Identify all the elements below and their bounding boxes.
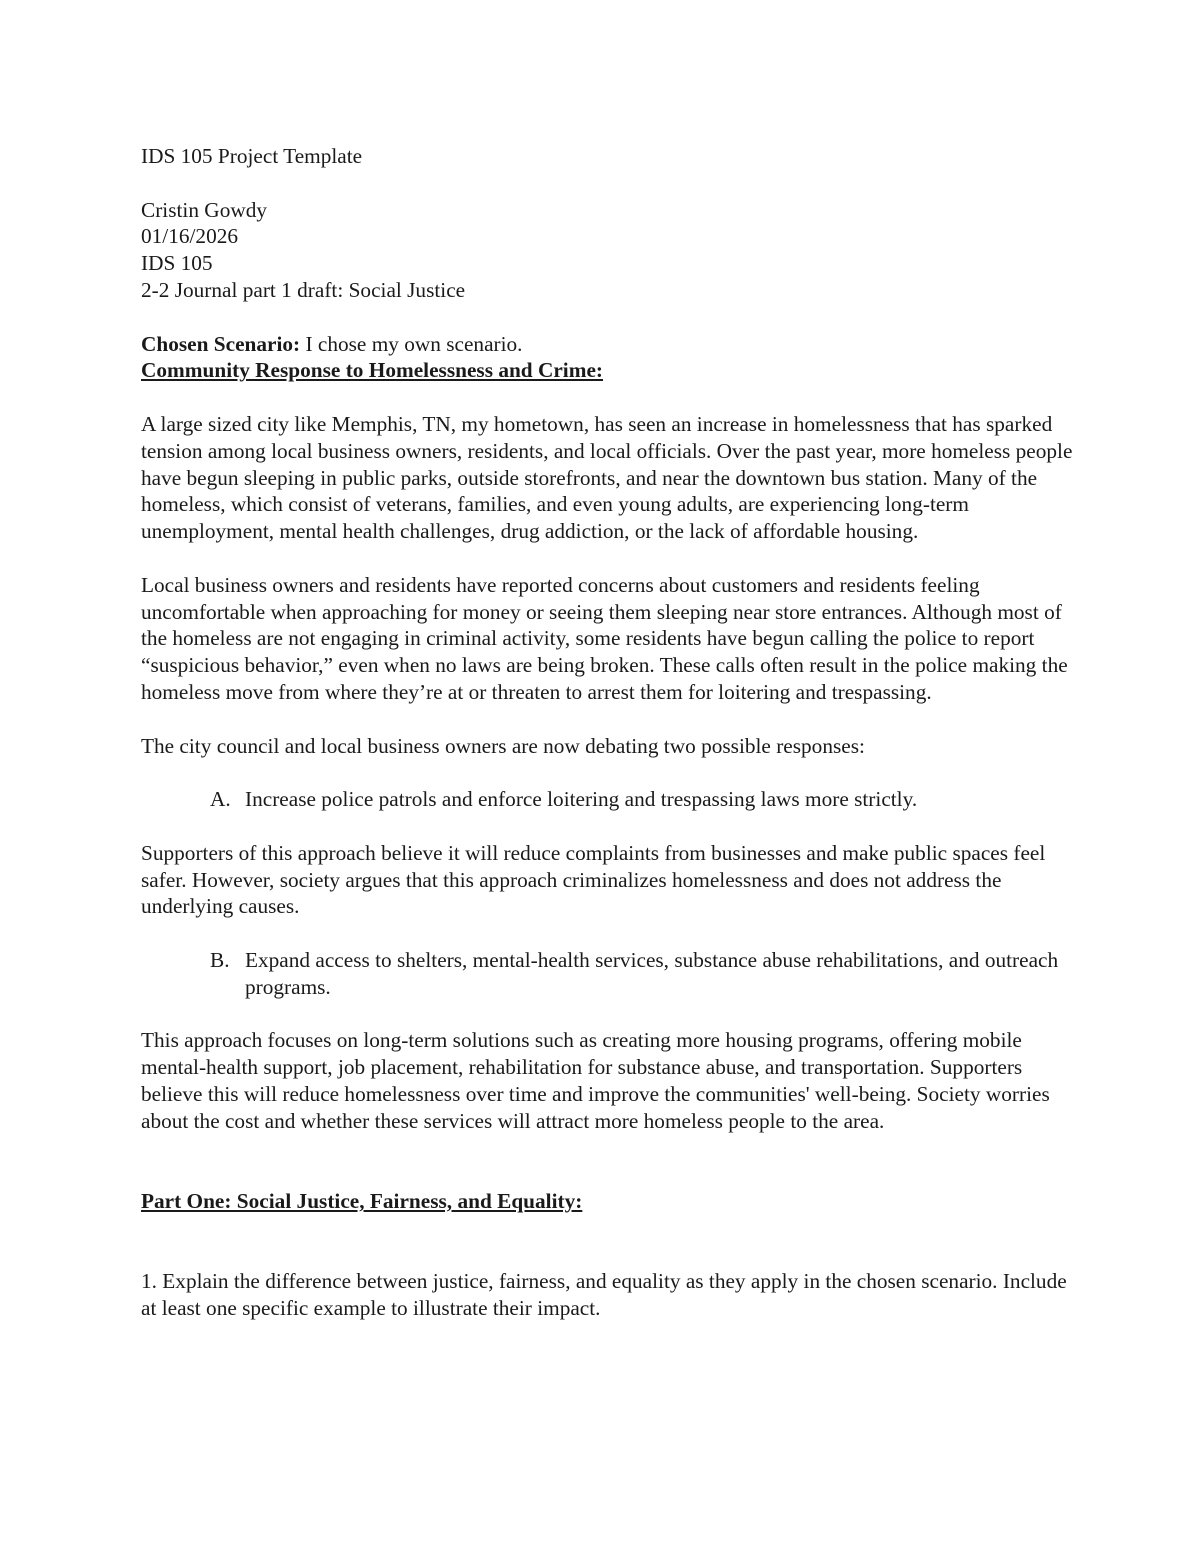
course-code: IDS 105 (141, 251, 213, 276)
document-page (141, 143, 1076, 1322)
paragraph-concerns: Local business owners and residents have reported concerns about customers and residents feeling uncomfortable when approaching for money or seeing them sleeping near store entrances. Although most of the homeless are not engaging in criminal activity, some residents have begun calling the police to report “suspicious behavior,” even when no laws are being broken. These calls often result in the police making the homeless move from where they’re at or threaten to arrest them for loitering and trespassing. (141, 572, 1068, 704)
chosen-scenario-label: Chosen Scenario: (141, 331, 301, 356)
assignment-title: 2-2 Journal part 1 draft: Social Justice (141, 277, 466, 302)
option-a-text: Increase police patrols and enforce loitering and trespassing laws more strictly. (245, 787, 918, 812)
template-title: IDS 105 Project Template (141, 144, 363, 168)
chosen-scenario-text: I chose my own scenario. (300, 331, 523, 356)
document-date: 01/16/2026 (141, 224, 239, 249)
part-one-heading: Part One: Social Justice, Fairness, and Equality: (141, 1189, 583, 1214)
chosen-scenario-line (141, 331, 1076, 358)
option-a (210, 786, 1076, 813)
paragraph-intro: A large sized city like Memphis, TN, my hometown, has seen an increase in homelessness that has sparked tension among local business owners, residents, and local officials. Over the past year, more homeless people have begun sleeping in public parks, outside storefronts, and near the downtown bus station. Many of the homeless, which consist of veterans, families, and even young adults, are experiencing long-term unemployment, mental health challenges, drug addiction, or the lack of affordable housing. (141, 411, 1073, 544)
scenario-heading: Community Response to Homelessness and Crime: (141, 358, 604, 383)
option-b-marker: B. (210, 947, 230, 972)
option-b (210, 947, 1076, 1001)
option-b-text: Expand access to shelters, mental-health services, substance abuse rehabilitations, and outreach programs. (245, 947, 1059, 999)
option-a-marker: A. (210, 787, 231, 812)
student-name: Cristin Gowdy (141, 197, 268, 222)
question-1: 1. Explain the difference between justice, fairness, and equality as they apply in the chosen scenario. Include at least one specific example to illustrate their impact. (141, 1269, 1067, 1321)
paragraph-option-b-discussion: This approach focuses on long-term solutions such as creating more housing programs, offering mobile mental-health support, job placement, rehabilitation for substance abuse, and transportation. Supporters believe this will reduce homelessness over time and improve the communities' well-being. Society worries about the cost and whether these services will attract more homeless people to the area. (141, 1028, 1050, 1133)
paragraph-debate: The city council and local business owners are now debating two possible responses: (141, 733, 865, 758)
paragraph-option-a-discussion: Supporters of this approach believe it will reduce complaints from businesses and make public spaces feel safer. However, society argues that this approach criminalizes homelessness and does not address the underlying causes. (141, 840, 1046, 919)
